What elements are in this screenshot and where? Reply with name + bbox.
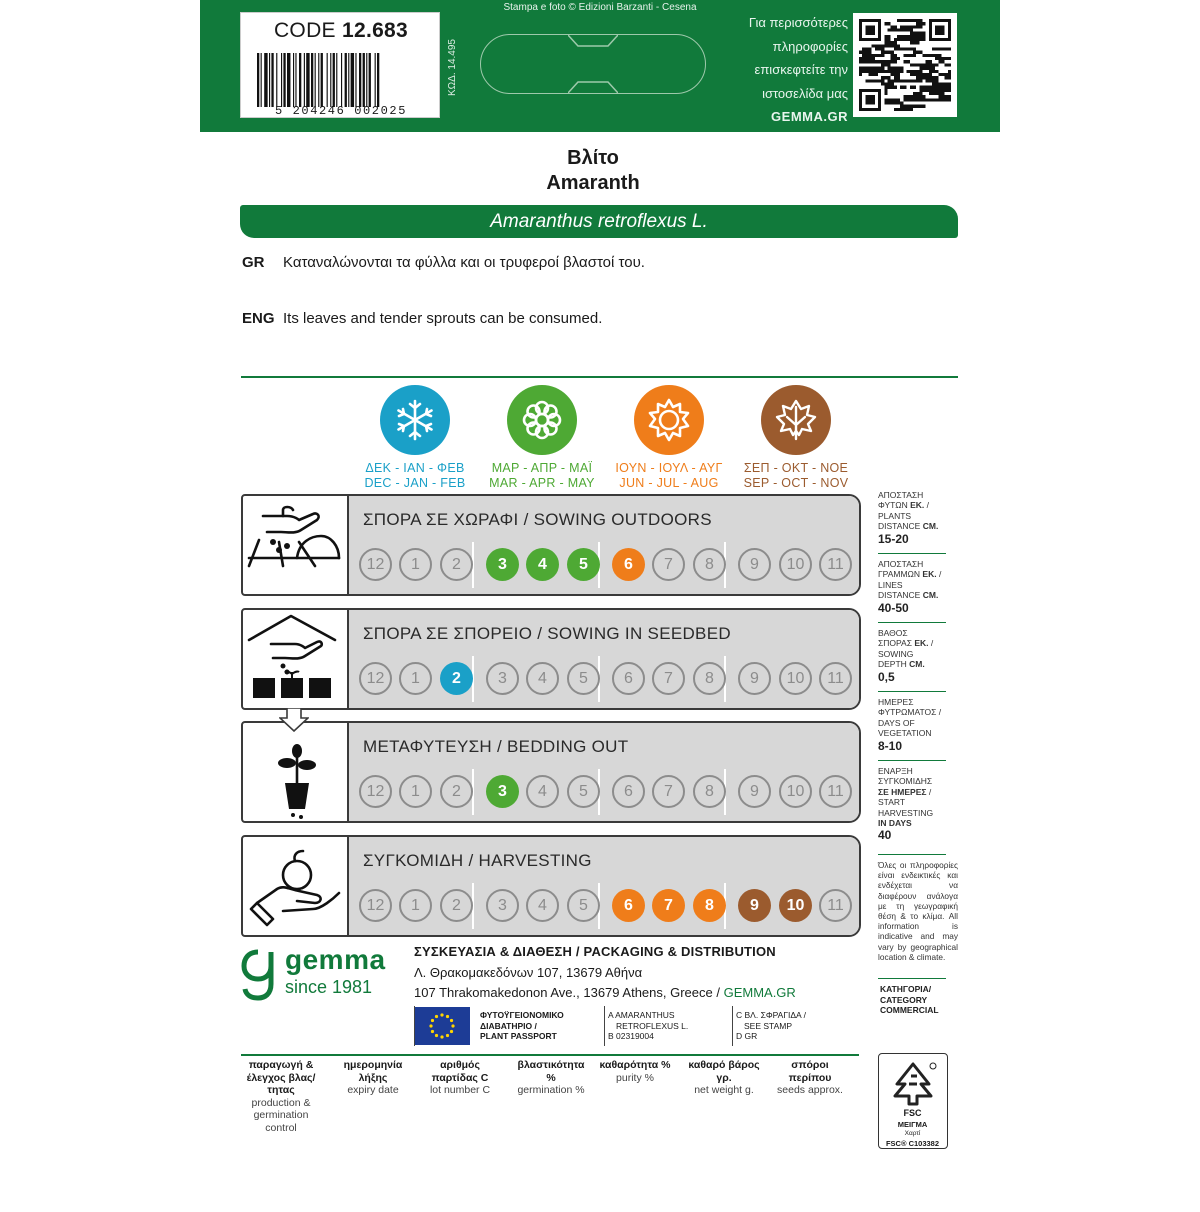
divider — [241, 376, 958, 378]
disclaimer-text: Όλες οι πληροφορίες είναι ενδεικτικές και ενδέχεται να διαφέρουν ανάλογα με τη γεωγραφική θέση & το κλίμα. All information is indicative and may vary by geographical location & climate. — [878, 860, 958, 962]
batch-field-gr: καθαρό βάρος γρ. — [688, 1059, 760, 1084]
batch-field-gr: παραγωγή & έλεγχος βλας/τητας — [246, 1059, 316, 1096]
calendar-row — [241, 494, 861, 596]
season-months-gr: ΔΕΚ - ΙΑΝ - ΦΕΒ — [365, 461, 465, 475]
divider — [241, 1054, 859, 1056]
logo-wordmark: gemma — [285, 944, 386, 975]
product-name-gr: Βλίτο — [567, 147, 619, 169]
category-line: CATEGORY — [880, 994, 928, 1005]
month-4: 4 — [526, 548, 559, 581]
leaf-icon — [773, 397, 819, 443]
month-7: 7 — [652, 548, 685, 581]
month-6: 6 — [612, 662, 645, 695]
season-months-en: SEP - OCT - NOV — [743, 476, 849, 490]
spec-label-part: ΗΜΕΡΕΣ — [878, 697, 914, 707]
packaging-title: ΣΥΣΚΕΥΑΣΙΑ & ΔΙΑΘΕΣΗ / PACKAGING & DISTRIBUTION — [414, 944, 776, 959]
month-2: 2 — [440, 775, 473, 808]
batch-field-gr: βλαστικότητα % — [517, 1059, 585, 1084]
lang-label-gr: GR — [242, 254, 265, 271]
spec-label-part: LINES — [878, 579, 903, 590]
month-4: 4 — [526, 889, 559, 922]
seedbed-icon — [243, 610, 347, 708]
season-months-gr: ΜΑΡ - ΑΠΡ - ΜΑΪ — [491, 461, 593, 475]
month-5: 5 — [567, 775, 600, 808]
fsc-name: FSC — [903, 1108, 922, 1118]
calendar-row — [241, 835, 861, 937]
row-title: ΣΠΟΡΑ ΣΕ ΧΩΡΑΦΙ / SOWING OUTDOORS — [363, 510, 712, 529]
month-5: 5 — [567, 662, 600, 695]
spec-label-line — [878, 797, 946, 807]
info-site-link[interactable]: GEMMA.GR — [771, 109, 848, 124]
passport-label — [480, 1010, 564, 1042]
spec-label-part: CM. — [922, 590, 939, 601]
spec-label-part: VEGETATION — [878, 728, 932, 739]
latin-name-banner: Amaranthus retroflexus L. — [240, 205, 958, 238]
month-11: 11 — [819, 548, 852, 581]
spec-label-part: ΒΑΘΟΣ — [878, 628, 908, 638]
month-4: 4 — [526, 775, 559, 808]
spec-label-line — [878, 697, 946, 707]
category-value: COMMERCIAL — [880, 1005, 939, 1015]
flower-icon — [519, 397, 565, 443]
fsc-code: FSC® C103382 — [885, 1139, 940, 1148]
batch-field-en: net weight g. — [694, 1084, 754, 1096]
row-title: ΜΕΤΑΦΥΤΕΥΣΗ / BEDDING OUT — [363, 737, 629, 756]
row-panel — [349, 610, 859, 708]
passport-species — [608, 1010, 688, 1042]
gemma-logo — [241, 944, 411, 1004]
season-months-en: JUN - JUL - AUG — [619, 476, 719, 490]
month-9: 9 — [738, 662, 771, 695]
month-12: 12 — [359, 548, 392, 581]
info-line: Για περισσότερες — [748, 15, 848, 30]
info-text — [730, 11, 848, 129]
spec-label-line — [878, 490, 946, 500]
row-icon-cell — [243, 496, 349, 594]
batch-field-gr: σπόροι περίπου — [788, 1059, 832, 1084]
passport-border — [414, 1006, 415, 1046]
spec-label-line — [878, 766, 946, 776]
spec-label-part: ΣΥΓΚΟΜΙΔΗΣ — [878, 776, 933, 787]
info-line: πληροφορίες — [772, 38, 848, 54]
month-circles — [355, 775, 855, 815]
description-gr: Καταναλώνονται τα φύλλα και οι τρυφεροί βλαστοί του. — [283, 254, 645, 271]
month-3: 3 — [486, 889, 519, 922]
spec-label-part: ΕΝΑΡΞΗ — [878, 766, 913, 776]
spec-label-part: IN DAYS — [878, 818, 912, 829]
fsc-badge — [878, 1053, 948, 1149]
batch-field-en: purity % — [616, 1071, 654, 1084]
kod-code: ΚΩΔ. 14.495 — [447, 39, 458, 97]
spec-label-part: ΦΥΤΡΩΜΑΤΟΣ / — [878, 707, 942, 718]
passport-stamp — [736, 1010, 806, 1042]
product-name-en: Amaranth — [546, 172, 640, 194]
snowflake-icon — [392, 397, 438, 443]
spec-label-part: HARVESTING — [878, 807, 934, 818]
spec-label-part: DAYS OF — [878, 717, 915, 728]
passport-c-line: SEE STAMP — [744, 1020, 793, 1031]
sun-icon — [646, 397, 692, 443]
spec-label-line — [878, 787, 946, 797]
spec-value: 40-50 — [878, 600, 909, 615]
month-circles — [355, 662, 855, 702]
spec-item — [878, 490, 946, 546]
spec-label-part: START — [878, 797, 906, 808]
spec-label-part: DISTANCE — [878, 521, 923, 532]
batch-field-en: seeds approx. — [777, 1084, 843, 1096]
month-12: 12 — [359, 889, 392, 922]
passport-a-line: B 02319004 — [608, 1031, 654, 1041]
passport-divider — [604, 1006, 605, 1046]
barcode-icon — [255, 53, 427, 107]
spec-label-line — [878, 500, 946, 510]
month-3: 3 — [486, 775, 519, 808]
row-title: ΣΥΓΚΟΜΙΔΗ / HARVESTING — [363, 851, 592, 870]
ean-number: 5 204246 002025 — [274, 104, 408, 118]
month-8: 8 — [693, 775, 726, 808]
gemma-g-icon — [241, 948, 275, 1002]
fsc-mix: ΜΕΙΓΜΑ — [897, 1120, 928, 1129]
month-9: 9 — [738, 548, 771, 581]
spec-label-part: ΑΠΟΣΤΑΣΗ — [878, 559, 924, 569]
product-code: CODE 12.683 — [273, 19, 409, 42]
month-9: 9 — [738, 889, 771, 922]
logo-since: since 1981 — [285, 977, 373, 997]
season-leaf — [761, 385, 831, 455]
row-title: ΣΠΟΡΑ ΣΕ ΣΠΟΡΕΙΟ / SOWING IN SEEDBED — [363, 624, 731, 643]
spec-divider — [878, 760, 946, 761]
website-link[interactable]: GEMMA.GR — [723, 985, 796, 1000]
month-12: 12 — [359, 775, 392, 808]
batch-field — [772, 1059, 848, 1097]
batch-field-en: lot number C — [429, 1084, 491, 1096]
spec-item — [878, 697, 946, 753]
spec-label-line — [878, 638, 946, 648]
calendar-row — [241, 608, 861, 710]
spec-label-part: / — [936, 569, 942, 580]
address-gr: Λ. Θρακομακεδόνων 107, 13679 Αθήνα — [414, 965, 643, 980]
batch-field — [686, 1059, 762, 1097]
spec-label-part: CM. — [922, 521, 939, 532]
spec-label-part: ΕΚ. — [922, 569, 937, 580]
spec-label-line — [878, 707, 946, 717]
batch-field-gr: αριθμός παρτίδας C — [431, 1059, 489, 1084]
season-label — [604, 461, 734, 491]
spec-divider — [878, 622, 946, 623]
spec-label-line — [878, 511, 946, 521]
spec-value: 15-20 — [878, 531, 909, 546]
spec-item — [878, 559, 946, 615]
passport-c-line: C ΒΛ. ΣΦΡΑΓΙΔΑ / — [736, 1010, 806, 1020]
spec-label-line — [878, 649, 946, 659]
season-months-gr: ΣΕΠ - ΟΚΤ - ΝΟΕ — [743, 461, 849, 475]
season-snowflake — [380, 385, 450, 455]
hanger-notch-icon — [568, 34, 618, 94]
spec-label-part: ΓΡΑΜΜΩΝ — [878, 569, 923, 580]
month-10: 10 — [779, 548, 812, 581]
spec-label-part: ΑΠΟΣΤΑΣΗ — [878, 490, 924, 500]
fsc-tree-icon — [887, 1060, 939, 1106]
spec-divider — [878, 691, 946, 692]
month-8: 8 — [693, 662, 726, 695]
spec-label-line — [878, 818, 946, 828]
spec-label-part: / — [926, 786, 932, 797]
info-line: ιστοσελίδα μας — [762, 85, 848, 101]
spec-label-line — [878, 728, 946, 738]
spec-label-part: DISTANCE — [878, 590, 923, 601]
description-en: Its leaves and tender sprouts can be consumed. — [283, 310, 603, 327]
row-icon-cell — [243, 610, 349, 708]
row-panel — [349, 723, 859, 821]
qr-code[interactable] — [853, 13, 957, 117]
passport-label-line: PLANT PASSPORT — [480, 1031, 557, 1041]
month-10: 10 — [779, 889, 812, 922]
month-3: 3 — [486, 662, 519, 695]
passport-a-line: A AMARANTHUS — [608, 1010, 675, 1020]
spec-label-part: ΕΚ. — [914, 638, 929, 649]
spec-label-part: CM. — [909, 659, 925, 670]
batch-field — [422, 1059, 498, 1097]
month-2: 2 — [440, 662, 473, 695]
month-5: 5 — [567, 889, 600, 922]
month-7: 7 — [652, 775, 685, 808]
spec-label-part: / — [928, 638, 934, 649]
down-arrow-icon — [279, 708, 309, 732]
batch-field-gr: καθαρότητα % — [599, 1059, 671, 1071]
plant-passport — [414, 1006, 828, 1046]
season-label — [350, 461, 480, 491]
month-12: 12 — [359, 662, 392, 695]
spec-divider — [878, 553, 946, 554]
month-2: 2 — [440, 548, 473, 581]
month-7: 7 — [652, 889, 685, 922]
season-months-en: MAR - APR - MAY — [489, 476, 595, 490]
month-6: 6 — [612, 548, 645, 581]
batch-field — [243, 1059, 319, 1134]
sowing-outdoors-icon — [243, 496, 347, 594]
spec-label-line — [878, 590, 946, 600]
spec-label-part: SOWING — [878, 648, 914, 659]
info-line: επισκεφτείτε την — [754, 62, 848, 77]
spec-label-part: ΦΥΤΩΝ — [878, 500, 911, 511]
month-4: 4 — [526, 662, 559, 695]
spec-label-line — [878, 628, 946, 638]
spec-label-part: DEPTH — [878, 659, 910, 670]
month-6: 6 — [612, 775, 645, 808]
spec-label-line — [878, 776, 946, 786]
spec-label-part: / — [924, 500, 929, 511]
batch-field-en: germination % — [517, 1084, 585, 1096]
spec-label-line — [878, 559, 946, 569]
spec-label-line — [878, 718, 946, 728]
batch-field — [335, 1059, 411, 1097]
spec-value: 0,5 — [878, 669, 895, 684]
spec-divider — [878, 854, 946, 855]
spec-label-line — [878, 569, 946, 579]
bedding-out-icon — [243, 723, 347, 821]
month-1: 1 — [399, 775, 432, 808]
passport-label-line: ΔΙΑΒΑΤΗΡΙΟ / — [480, 1020, 537, 1031]
month-8: 8 — [693, 548, 726, 581]
row-icon-cell — [243, 723, 349, 821]
season-label — [477, 461, 607, 491]
month-10: 10 — [779, 775, 812, 808]
spec-label-line — [878, 808, 946, 818]
category-line: ΚΑΤΗΓΟΡΙΑ/ — [880, 984, 932, 994]
passport-a-line: RETROFLEXUS L. — [616, 1020, 689, 1031]
season-label — [731, 461, 861, 491]
batch-field-en: production & germination control — [251, 1096, 311, 1134]
passport-label-line: ΦΥΤΟΫΓΕΙΟΝΟΜΙΚΟ — [480, 1010, 564, 1020]
month-1: 1 — [399, 662, 432, 695]
season-months-gr: ΙΟΥΝ - ΙΟΥΛ - ΑΥΓ — [615, 461, 723, 475]
month-11: 11 — [819, 889, 852, 922]
batch-field — [513, 1059, 589, 1097]
fsc-paper: Χαρτί — [904, 1130, 921, 1137]
month-6: 6 — [612, 889, 645, 922]
eu-flag-icon — [414, 1007, 470, 1045]
month-3: 3 — [486, 548, 519, 581]
month-10: 10 — [779, 662, 812, 695]
calendar-row — [241, 721, 861, 823]
spec-label-part: ΣΠΟΡΑΣ — [878, 638, 915, 649]
season-flower — [507, 385, 577, 455]
spec-label-part: PLANTS — [878, 510, 912, 521]
qr-code-icon — [859, 19, 951, 111]
month-9: 9 — [738, 775, 771, 808]
category-label — [880, 984, 960, 1016]
spec-label-line — [878, 580, 946, 590]
address-en-text: 107 Thrakomakedonon Ave., 13679 Athens, Greece / — [414, 985, 724, 1000]
month-2: 2 — [440, 889, 473, 922]
month-5: 5 — [567, 548, 600, 581]
address-en — [414, 985, 796, 1000]
month-11: 11 — [819, 775, 852, 808]
spec-label-line — [878, 521, 946, 531]
harvesting-icon — [243, 837, 347, 935]
row-panel — [349, 837, 859, 935]
month-8: 8 — [693, 889, 726, 922]
month-circles — [355, 548, 855, 588]
barcode-label — [240, 12, 440, 118]
batch-field — [597, 1059, 673, 1084]
spec-label-part: ΣΕ ΗΜΕΡΕΣ — [878, 786, 927, 797]
print-credit: Stampa e foto © Edizioni Barzanti - Cesena — [503, 2, 697, 13]
month-1: 1 — [399, 548, 432, 581]
spec-item — [878, 628, 946, 684]
spec-value: 40 — [878, 828, 892, 843]
season-sun — [634, 385, 704, 455]
spec-item — [878, 766, 946, 842]
row-icon-cell — [243, 837, 349, 935]
spec-label-line — [878, 659, 946, 669]
passport-c-line: D GR — [736, 1031, 758, 1041]
month-1: 1 — [399, 889, 432, 922]
spec-divider — [878, 978, 946, 979]
spec-label-part: ΕΚ. — [910, 500, 925, 511]
batch-field-gr: ημερομηνία λήξης — [343, 1059, 403, 1084]
row-panel — [349, 496, 859, 594]
lang-label-en: ENG — [242, 310, 275, 327]
passport-divider — [732, 1006, 733, 1046]
month-circles — [355, 889, 855, 929]
season-months-en: DEC - JAN - FEB — [364, 476, 466, 490]
month-7: 7 — [652, 662, 685, 695]
month-11: 11 — [819, 662, 852, 695]
spec-value: 8-10 — [878, 738, 903, 753]
batch-field-en: expiry date — [347, 1084, 399, 1096]
